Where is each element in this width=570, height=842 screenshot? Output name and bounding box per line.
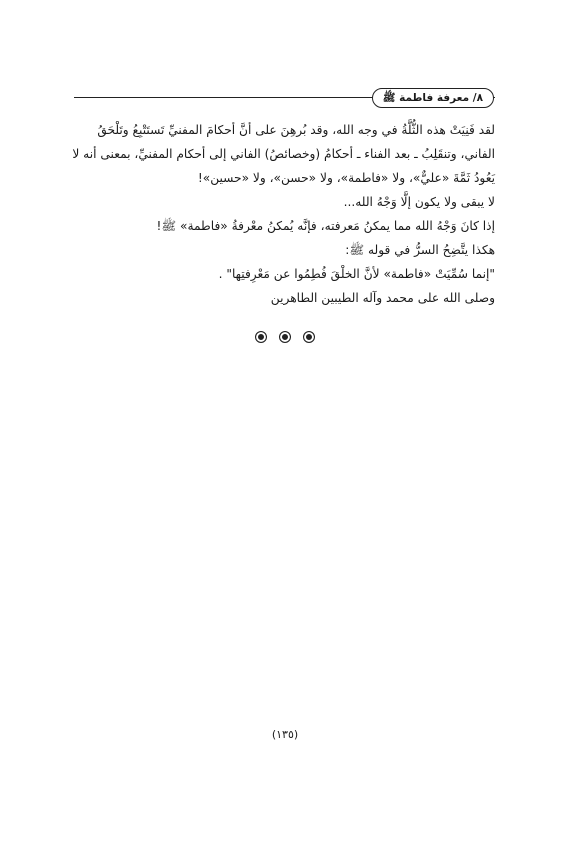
section-ornament — [0, 330, 570, 344]
rosette-icon — [255, 331, 267, 343]
body-text — [72, 118, 495, 310]
page-number: (١٣٥) — [271, 728, 299, 741]
paragraph-1 — [72, 118, 495, 190]
paragraph-2 — [76, 190, 495, 214]
paragraph-3 — [76, 214, 495, 238]
text-line: هكذا يتَّضِحُ السرُّ في قوله ﷺ: — [345, 243, 495, 257]
rosette-icon — [279, 331, 291, 343]
text-line: "إنما سُمِّيَتْ «فاطمة» لأنَّ الخلْقَ فُطِمُوا عن مَعْرِفتِها" . — [218, 267, 495, 281]
paragraph-4 — [76, 238, 495, 262]
text-line: لا يبقى ولا يكون إلَّا وَجْهُ الله... — [343, 195, 495, 209]
running-title: ٨/ معرفة فاطمة ﷺ — [372, 88, 494, 108]
text-line: يَعُودُ ثَمَّةَ «عليٌّ»، ولا «فاطمة»، ولا «حسن»، ولا «حسين»! — [197, 171, 495, 185]
text-line: الفاني، وتنقَلِبُ ـ بعد الفناء ـ أحكامُ (وخصائصُ) الفاني إلى أحكام المفنيِّ، بمعنى أنه لا — [72, 147, 495, 161]
closing-salutation — [76, 286, 495, 310]
hadith-quote — [76, 262, 495, 286]
text-line: إذا كانَ وَجْهُ الله مما يمكنُ مَعرفته، فإنَّه يُمكنُ معْرفةُ «فاطمة» ﷺ! — [156, 219, 495, 233]
text-line: لقد فَنِيَتْ هذه الثُّلَّةُ في وجه الله، وقد بُرهِنَ على أنَّ أحكامَ المفنيِّ تَستَتْبِعُ وتَلْحَقُ — [97, 123, 495, 137]
text-line: وصلى الله على محمد وآله الطيبين الطاهرين — [270, 291, 495, 305]
rosette-icon — [303, 331, 315, 343]
